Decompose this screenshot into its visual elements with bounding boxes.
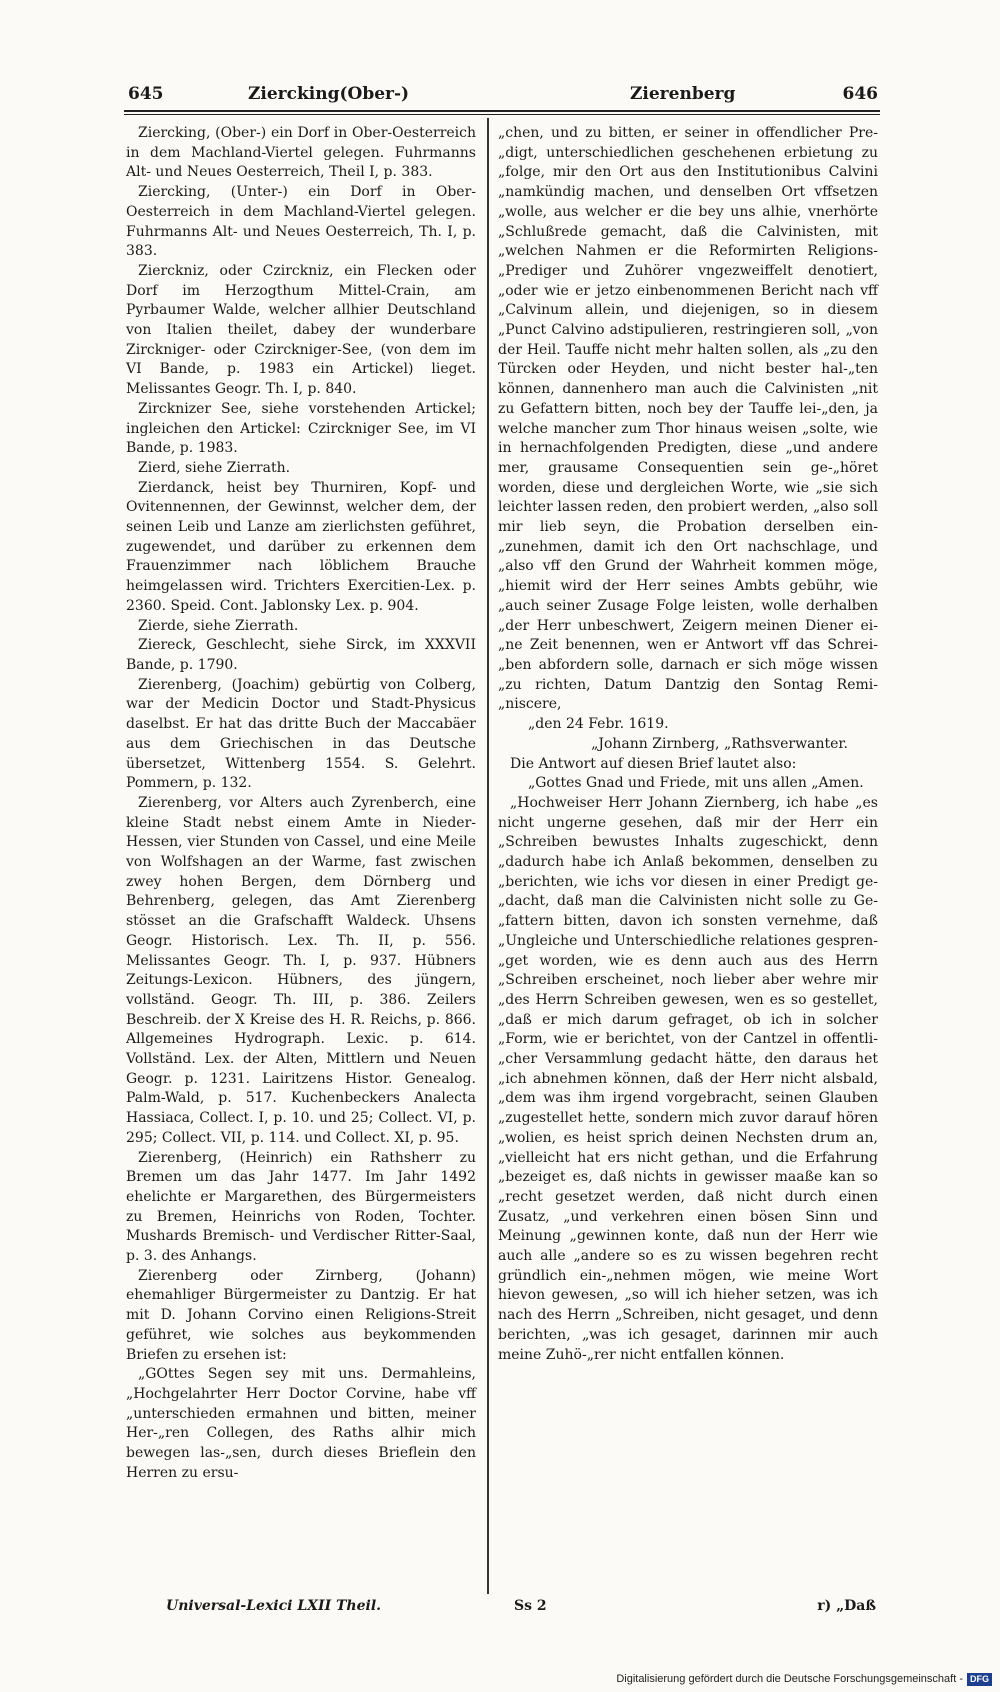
header-title-right: Zierenberg [630, 84, 736, 104]
entry-zircknizer-see: Zircknizer See, siehe vorstehenden Artickel; ingleichen den Artickel: Czirckniger See, im VI Bande, p. 1983. [126, 400, 476, 457]
credit-text: Digitalisierung gefördert durch die Deutsche Forschungsgemeinschaft - [616, 1673, 963, 1685]
header-title-left: Ziercking(Ober-) [248, 84, 410, 104]
entry-zierenberg-stadt: Zierenberg, vor Alters auch Zyrenberch, eine kleine Stadt nebst einem Amte in Nieder-Hessen, vier Stunden von Cassel, und eine Meile von Wolfshagen an der Warme, fast zwischen zwey hohen Bergen, dem Dörnberg und Behrenberg, gelegen, das Amt Zierenberg stösset an die Grafschafft Waldeck. Uhsens Geogr. Historisch. Lex. Th. II, p. 556. Melissantes Geogr. Th. I, p. 937. Hübners Zeitungs-Lexicon. Hübners, des jüngern, vollständ. Geogr. Th. III, p. 386. Zeilers Beschreib. der X Kreise des H. R. Reichs, p. 866. Allgemeines Hydrograph. Lexic. p. 614. Vollständ. Lex. der Alten, Mittlern und Neuen Geogr. p. 1231. Lairitzens Histor. Genealog. Palm-Wald, p. 517. Kuchenbeckers Analecta Hassiaca, Collect. I, p. 10. und 25; Collect. VI, p. 295; Collect. VII, p. 114. und Collect. XI, p. 95. [126, 794, 476, 1146]
letter-body: „chen, und zu bitten, er seiner in offendlicher Pre-„digt, unterschiedlichen geschehenen erbietung zu „folge, mir den Ort aus den Institutionibus Calvini „namkündig machen, und denselben Ort vffsetzen „wolle, aus welcher er die bey uns alhie, vnerhörte „Schlußrede gemacht, daß die Calvinisten, mit „welchen Nahmen er die Reformirten Religions-„Prediger und Zuhörer vngezweiffelt denotiert, „oder wie er jetzo einbenommenen Bericht nach vff „Calvinum allein, und diejenigen, so in diesem „Punct Calvino adstipulieren, restringieren soll, „von der Heil. Tauffe nicht mehr halten sollen, als „zu den Türcken oder Heyden, und nicht bester hal-„ten können, dannenhero man auch die Calvinisten „nit zu Gefattern bitten, noch bey der Tauffe lei-„den, ja welche mancher zum Thor hinaus weisen „solte, wie in hernachfolgenden Predigten, diese „und andere mer, grausame Consequentien sein ge-„höret worden, diese und dergleichen Worte, wie „sie sich leichter lassen reden, den probiert werden, „also soll mir lieb seyn, die Probation derselben ein-„zunehmen, damit ich den Ort nachschlage, und „also vff den Grund der Wahrheit kommen möge, „hiemit wird der Herr seines Ambts gebühr, wie „auch seiner Zusage Folge leisten, wolle derhalben „der Herr unbeschwert, Zeigern meinen Diener ei-„ne Zeit benennen, wen er Antwort vff das Schrei-„ben abfordern solle, darnach er sich möge wissen „zu richten, Datum Dantzig den Sontag Remi-„niscere, [498, 125, 878, 713]
footer-signature-left: Universal-Lexici LXII Theil. [166, 1598, 382, 1614]
page-number-left: 645 [128, 84, 164, 104]
header-rule-thin [124, 114, 880, 115]
letter-signature: „Johann Zirnberg, „Rathsverwanter. [591, 735, 848, 752]
right-column [498, 124, 878, 1365]
letter-date: „den 24 Febr. 1619. [528, 716, 669, 733]
footer-signature-mark: Ss 2 [514, 1598, 547, 1614]
entry-ziercking-unter: Ziercking, (Unter-) ein Dorf in Ober-Oesterreich in dem Machland-Viertel gelegen. Fuhrmanns Alt- und Neues Oesterreich, Th. I, p. 383. [126, 184, 476, 260]
entry-zierckniz: Zierckniz, oder Czirckniz, ein Flecken oder Dorf im Herzogthum Mittel-Crain, am Pyrbaumer Walde, welcher allhier Deutschland von Italien theilet, dabey der wunderbare Zirckniger- oder Czirckniger-See, (von dem im VI Bande, p. 1983 ein Artickel) lieget. Melissantes Geogr. Th. I, p. 840. [126, 262, 476, 398]
entry-zierd: Zierd, siehe Zierrath. [138, 459, 291, 476]
left-column [126, 124, 476, 1484]
letter-opening: „GOttes Segen sey mit uns. Dermahleins, „Hochgelahrter Herr Doctor Corvine, habe vff „unterschieden ermahnen und bitten, meiner Her-„ren Collegen, des Raths alhir mich bewegen las-„sen, durch dieses Brieflein den Herren zu ersu- [126, 1366, 476, 1481]
entry-ziercking-ober: Ziercking, (Ober-) ein Dorf in Ober-Oesterreich in dem Machland-Viertel gelegen. Fuhrmanns Alt- und Neues Oesterreich, Theil I, p. 383. [126, 125, 476, 181]
entry-zierenberg-joachim: Zierenberg, (Joachim) gebürtig von Colberg, war der Medicin Doctor und Stadt-Physicus daselbst. Er hat das dritte Buch der Maccabäer aus dem Griechischen in das Deutsche übersetzet, Wittenberg 1554. S. Gelehrt. Pommern, p. 132. [126, 676, 476, 792]
digitization-credit [616, 1672, 992, 1686]
column-divider [487, 118, 489, 1594]
reply-body: „Hochweiser Herr Johann Ziernberg, ich habe „es nicht ungerne gesehen, daß mir der Herr ein „Schreiben bewustes Inhalts zugeschickt, denn „dadurch habe ich Anlaß bekommen, denselben zu „berichten, wie ichs vor diesen in einer Predigt ge-„dacht, daß man die Calvinisten nicht solle zu Ge-„fattern bitten, davon ich sonsten vernehme, daß „Ungleiche und Unterschiedliche relationes gespren-„get worden, wie es denn auch aus des Herrn „Schreiben erscheinet, noch lieber aber wehre mir „des Herrn Schreiben gewesen, wen es so gestellet, „daß er mich darum gefraget, ob ich in solcher „Form, wie er berichtet, von der Cantzel in offentli-„cher Versammlung gedacht hätte, den daraus het „ich abnehmen können, daß der Herr nicht alsbald, „dem was ihm irgend vorgebracht, seinen Glauben „zugestellet hette, sondern mich zuvor darauf hören „wolien, es heist sprich deinen Nechsten drum an, „vielleicht hat ers nicht gethan, und die Erfahrung „bezeiget es, daß nichts in gewisser maaße kan so „recht gesetzet werden, daß nicht durch einen Zusatz, „und verkehren einen bösen Sinn und Meinung „gewinnen konte, daß nun der Herr wie auch alle „andere so es zu wissen begehren recht gründlich ein-„nehmen mögen, wie meine Wort hievon gewesen, „so will ich hieher setzen, was ich nach des Herrn „Schreiben, nicht gesaget, und denn berichten, „was ich gesaget, darinnen mir auch meine Zuhö-„rer nicht entfallen können. [498, 794, 878, 1363]
footer-catchword: r) „Daß [817, 1598, 876, 1614]
reply-intro: Die Antwort auf diesen Brief lautet also: [510, 755, 797, 772]
running-header [120, 84, 880, 112]
page-footer [120, 1598, 880, 1620]
entry-zierenberg-heinrich: Zierenberg, (Heinrich) ein Rathsherr zu Bremen um das Jahr 1477. Im Jahr 1492 ehelichte er Margarethen, des Bürgermeisters zu Bremen, Heinrichs von Roden, Tochter. Mushards Bremisch- und Verdischer Ritter-Saal, p. 3. des Anhangs. [126, 1149, 476, 1265]
entry-zierde: Zierde, siehe Zierrath. [138, 617, 299, 634]
reply-greeting: „Gottes Gnad und Friede, mit uns allen „Amen. [528, 775, 864, 792]
dfg-logo: DFG [967, 1673, 992, 1686]
header-rule [124, 110, 880, 112]
entry-ziereck: Ziereck, Geschlecht, siehe Sirck, im XXXVII Bande, p. 1790. [126, 637, 476, 673]
entry-zierenberg-johann: Zierenberg oder Zirnberg, (Johann) ehemahliger Bürgermeister zu Dantzig. Er hat mit D. Johann Corvino einen Religions-Streit geführet, wie solches aus beykommenden Briefen zu ersehen ist: [126, 1267, 476, 1363]
page-number-right: 646 [842, 84, 878, 104]
entry-zierdanck: Zierdanck, heist bey Thurniren, Kopf- und Ovitennennen, der Gewinnst, welcher dem, der seinen Leib und Lanze am zierlichsten geführet, zugewendet, und darüber zu erkennen dem Frauenzimmer nach löblichem Brauche heimgelassen wird. Trichters Exercitien-Lex. p. 2360. Speid. Cont. Jablonsky Lex. p. 904. [126, 479, 476, 614]
